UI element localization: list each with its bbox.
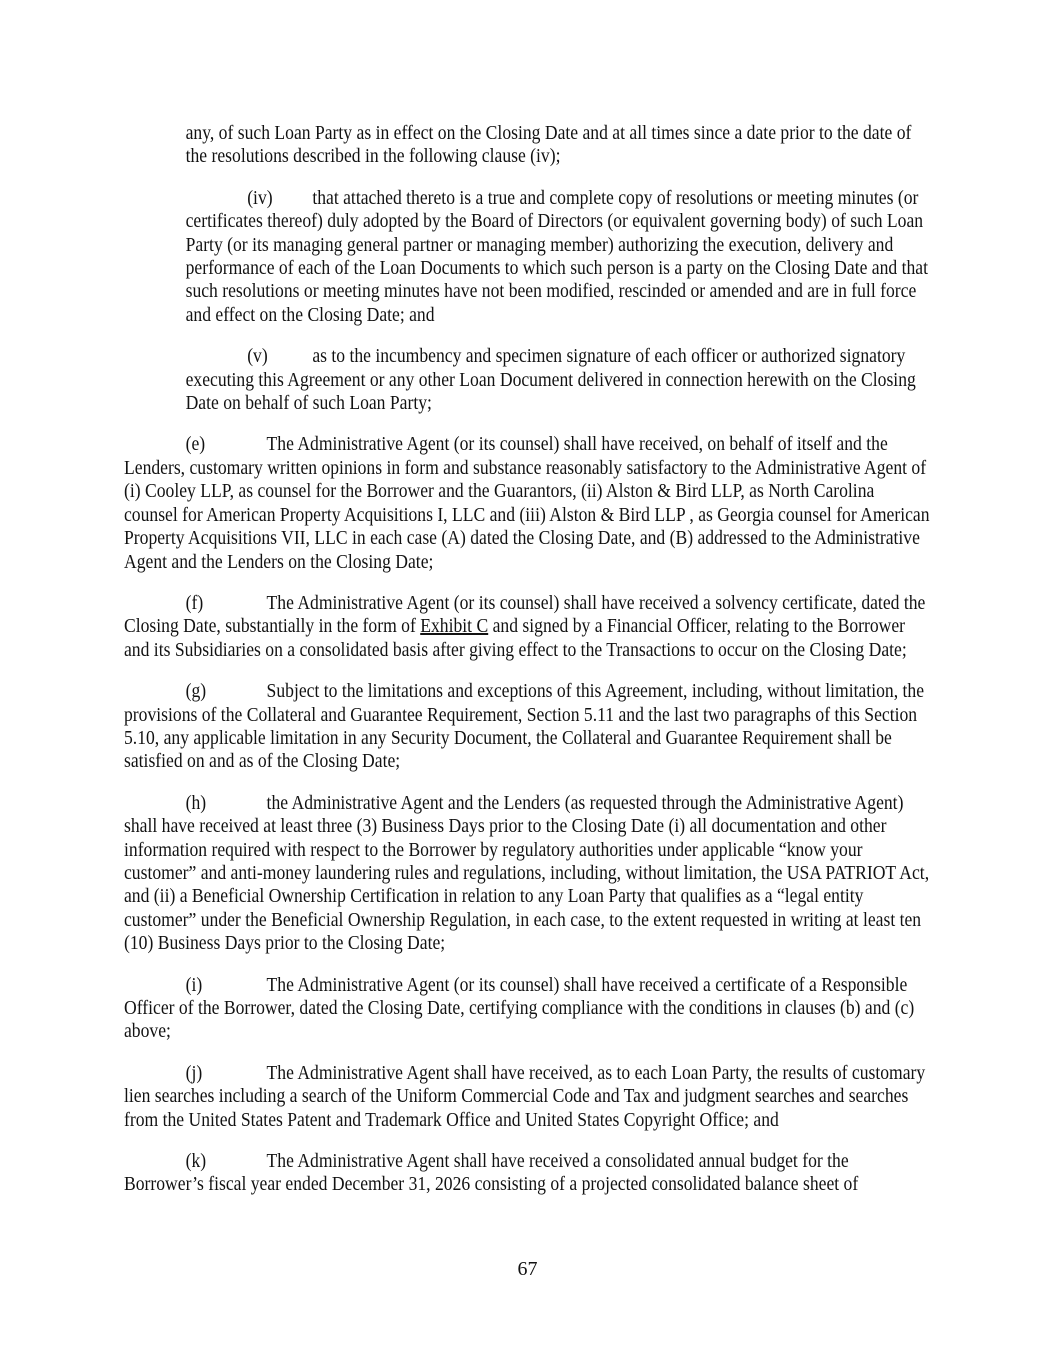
paragraph-text: Subject to the limitations and exceptions of this Agreement, including, without limitation, the provisions of the Collateral and Guarantee Requirement, Section 5.11 and the last two paragraphs of this Section 5.10, any applicable limitation in any Security Document, the Collateral and Guarantee Requirement shall be satisfied on and as of the Closing Date; bbox=[124, 680, 925, 773]
clause-label: (h) bbox=[185, 791, 207, 814]
clause-label: (j) bbox=[185, 1061, 203, 1084]
paragraph-text: the Administrative Agent and the Lenders (as requested through the Administrative Agent) shall have received at least three (3) Business Days prior to the Closing Date (i) all documentation and other information required with respect to the Borrower by regulatory authorities under applicable “know your customer” and anti-money laundering rules and regulations, including, without limitation, the USA PATRIOT Act, and (ii) a Beneficial Ownership Certification in relation to any Loan Party that qualifies as a “legal entity customer” under the Beneficial Ownership Regulation, in each case, to the extent requested in writing at least ten (10) Business Days prior to the Closing Date; bbox=[124, 791, 930, 955]
paragraph-clause-h bbox=[124, 792, 931, 956]
exhibit-c-reference: Exhibit C bbox=[420, 615, 489, 638]
clause-label: (i) bbox=[185, 973, 203, 996]
clause-label: (g) bbox=[185, 680, 207, 703]
paragraph-text: that attached thereto is a true and complete copy of resolutions or meeting minutes (or certificates thereof) duly adopted by the Board of Directors (or equivalent governing body) of such Loan Party (or its managing general partner or managing member) authorizing the execution, delivery and performance of each of the Loan Documents to which such person is a party on the Closing Date and that such resolutions or meeting minutes have not been modified, rescinded or amended and are in full force and effect on the Closing Date; and bbox=[185, 186, 929, 326]
paragraph-clause-i bbox=[124, 974, 931, 1044]
paragraph-continuation bbox=[186, 122, 931, 169]
paragraph-text: and signed by a Financial Officer, relating to the Borrower and its Subsidiaries on a consolidated basis after giving effect to the Transactions to occur on the Closing Date; bbox=[124, 615, 907, 661]
paragraph-text: The Administrative Agent shall have received a consolidated annual budget for the Borrower’s fiscal year ended December 31, 2026 consisting of a projected consolidated balance sheet of bbox=[124, 1150, 859, 1196]
paragraph-text: any, of such Loan Party as in effect on the Closing Date and at all times since a date prior to the date of the resolutions described in the following clause (iv); bbox=[185, 122, 912, 168]
paragraph-clause-g bbox=[124, 680, 931, 774]
paragraph-text: as to the incumbency and specimen signature of each officer or authorized signatory executing this Agreement or any other Loan Document delivered in connection herewith on the Closing Date on behalf of such Loan Party; bbox=[185, 345, 916, 415]
paragraph-clause-e bbox=[124, 433, 931, 573]
page-number: 67 bbox=[517, 1258, 538, 1280]
paragraph-clause-v bbox=[186, 345, 931, 415]
paragraph-clause-j bbox=[124, 1062, 931, 1132]
clause-label: (f) bbox=[185, 591, 204, 614]
paragraph-clause-f bbox=[124, 592, 931, 662]
clause-label: (iv) bbox=[247, 186, 273, 209]
paragraph-clause-iv bbox=[186, 187, 931, 327]
clause-label: (k) bbox=[185, 1150, 207, 1173]
clause-label: (e) bbox=[185, 433, 206, 456]
paragraph-clause-k bbox=[124, 1150, 931, 1197]
document-body bbox=[124, 122, 931, 1197]
paragraph-text: The Administrative Agent (or its counsel) shall have received a certificate of a Responsible Officer of the Borrower, dated the Closing Date, certifying compliance with the conditions in clauses (b) and (c) above; bbox=[124, 973, 915, 1043]
paragraph-text: The Administrative Agent (or its counsel) shall have received, on behalf of itself and the Lenders, customary written opinions in form and substance reasonably satisfactory to the Administrative Agent of (i) Cooley LLP, as counsel for the Borrower and the Guarantors, (ii) Alston & Bird LLP, as North Carolina counsel for American Property Acquisitions I, LLC and (iii) Alston & Bird LLP , as Georgia counsel for American Property Acquisitions VII, LLC in each case (A) dated the Closing Date, and (B) addressed to the Administrative Agent and the Lenders on the Closing Date; bbox=[124, 433, 930, 573]
paragraph-text: The Administrative Agent (or its counsel) shall have received a solvency certificate, dated the Closing Date, substantially in the form of bbox=[124, 591, 926, 638]
paragraph-text: The Administrative Agent shall have received, as to each Loan Party, the results of customary lien searches including a search of the Uniform Commercial Code and Tax and judgment searches and searches from the United States Patent and Trademark Office and United States Copyright Office; and bbox=[124, 1061, 926, 1131]
clause-label: (v) bbox=[247, 345, 268, 368]
